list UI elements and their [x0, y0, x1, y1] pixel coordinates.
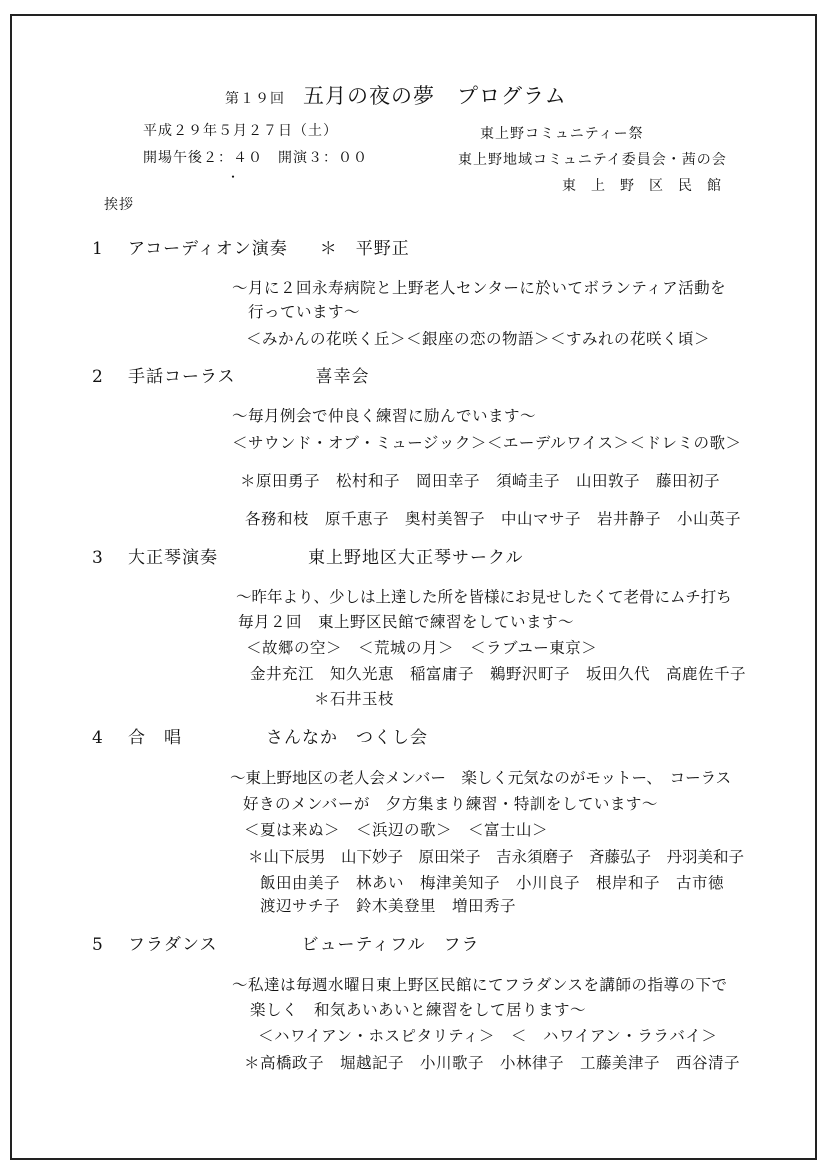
section-4-members: ＊山下辰男 山下妙子 原田栄子 吉永須磨子 斉藤弘子 丹羽美和子 — [248, 848, 745, 866]
section-3-line: ～昨年より、少しは上達した所を皆様にお見せしたくて老骨にムチ打ち — [236, 588, 732, 606]
section-1-header — [92, 234, 410, 259]
section-3-header — [92, 543, 524, 568]
section-title: フラダンス — [128, 935, 218, 955]
event-date: 平成２９年５月２７日（土） — [143, 123, 338, 139]
section-performer: さんなか つくし会 — [266, 728, 428, 748]
section-1-line: 行っています～ — [248, 303, 361, 321]
section-performer: 東上野地区大正琴サークル — [308, 548, 524, 568]
section-2-songs: ＜サウンド・オブ・ミュージック＞＜エーデルワイス＞＜ドレミの歌＞ — [232, 434, 742, 452]
stray-dot: ・ — [227, 170, 240, 184]
section-number: 1 — [92, 239, 104, 259]
section-performer: 喜幸会 — [315, 367, 370, 387]
greeting: 挨拶 — [104, 197, 134, 213]
event-title: 五月の夜の夢 — [303, 84, 435, 108]
section-5-line: 楽しく 和気あいあいと練習をして居ります～ — [250, 1001, 587, 1019]
section-5-line: ～私達は毎週水曜日東上野区民館にてフラダンスを講師の指導の下で — [232, 976, 728, 994]
section-performer: ＊ 平野正 — [319, 239, 410, 259]
section-1-line: ～月に２回永寿病院と上野老人センターに於いてボランティア活動を — [232, 279, 727, 297]
section-4-line: ～東上野地区の老人会メンバー 楽しく元気なのがモットー、 コーラス — [230, 769, 732, 787]
section-5-songs: ＜ハワイアン・ホスピタリティ＞ ＜ ハワイアン・ララバイ＞ — [258, 1027, 718, 1045]
section-number: 2 — [92, 367, 104, 387]
organizer-1: 東上野コミュニティー祭 — [480, 126, 644, 142]
section-title: 手話コーラス — [128, 367, 236, 387]
section-2-line: ～毎月例会で仲良く練習に励んでいます～ — [232, 407, 537, 425]
section-4-line: 好きのメンバーが 夕方集まり練習・特訓をしています～ — [243, 795, 658, 813]
section-3-line: 毎月２回 東上野区民館で練習をしています～ — [238, 613, 575, 631]
section-3-members: ＊石井玉枝 — [314, 690, 395, 708]
section-4-songs: ＜夏は来ぬ＞ ＜浜辺の歌＞ ＜富士山＞ — [244, 821, 549, 839]
section-title: アコーディオン演奏 — [128, 239, 288, 259]
section-performer: ビューティフル フラ — [301, 935, 480, 955]
venue: 東 上 野 区 民 館 — [562, 178, 722, 194]
section-2-header — [92, 362, 370, 387]
section-5-header — [92, 930, 479, 955]
section-5-members: ＊高橋政子 堀越記子 小川歌子 小林律子 工藤美津子 西谷清子 — [244, 1054, 741, 1072]
section-3-songs: ＜故郷の空＞ ＜荒城の月＞ ＜ラブユー東京＞ — [246, 639, 598, 657]
section-number: 3 — [92, 548, 104, 568]
event-times: 開場午後２：４０ 開演３：００ — [143, 150, 368, 166]
organizer-2: 東上野地域コミュニテイ委員会・茜の会 — [458, 152, 727, 168]
section-4-header — [92, 723, 428, 748]
section-number: 4 — [92, 728, 104, 748]
section-title: 大正琴演奏 — [128, 548, 218, 568]
section-2-members: 各務和枝 原千恵子 奥村美智子 中山マサ子 岩井静子 小山英子 — [245, 510, 742, 528]
section-4-members: 渡辺サチ子 鈴木美登里 増田秀子 — [260, 897, 517, 915]
section-title: 合 唱 — [128, 728, 182, 748]
program-label: プログラム — [457, 84, 567, 108]
program-title — [225, 80, 567, 110]
section-number: 5 — [92, 935, 104, 955]
section-2-members: ＊原田勇子 松村和子 岡田幸子 須崎圭子 山田敦子 藤田初子 — [240, 472, 721, 490]
section-1-songs: ＜みかんの花咲く丘＞＜銀座の恋の物語＞＜すみれの花咲く頃＞ — [246, 330, 711, 348]
edition-label: 第１９回 — [225, 91, 285, 107]
section-4-members: 飯田由美子 林あい 梅津美知子 小川良子 根岸和子 古市徳 — [260, 874, 725, 892]
section-3-members: 金井充江 知久光恵 稲富庸子 鵜野沢町子 坂田久代 高鹿佐千子 — [250, 665, 747, 683]
